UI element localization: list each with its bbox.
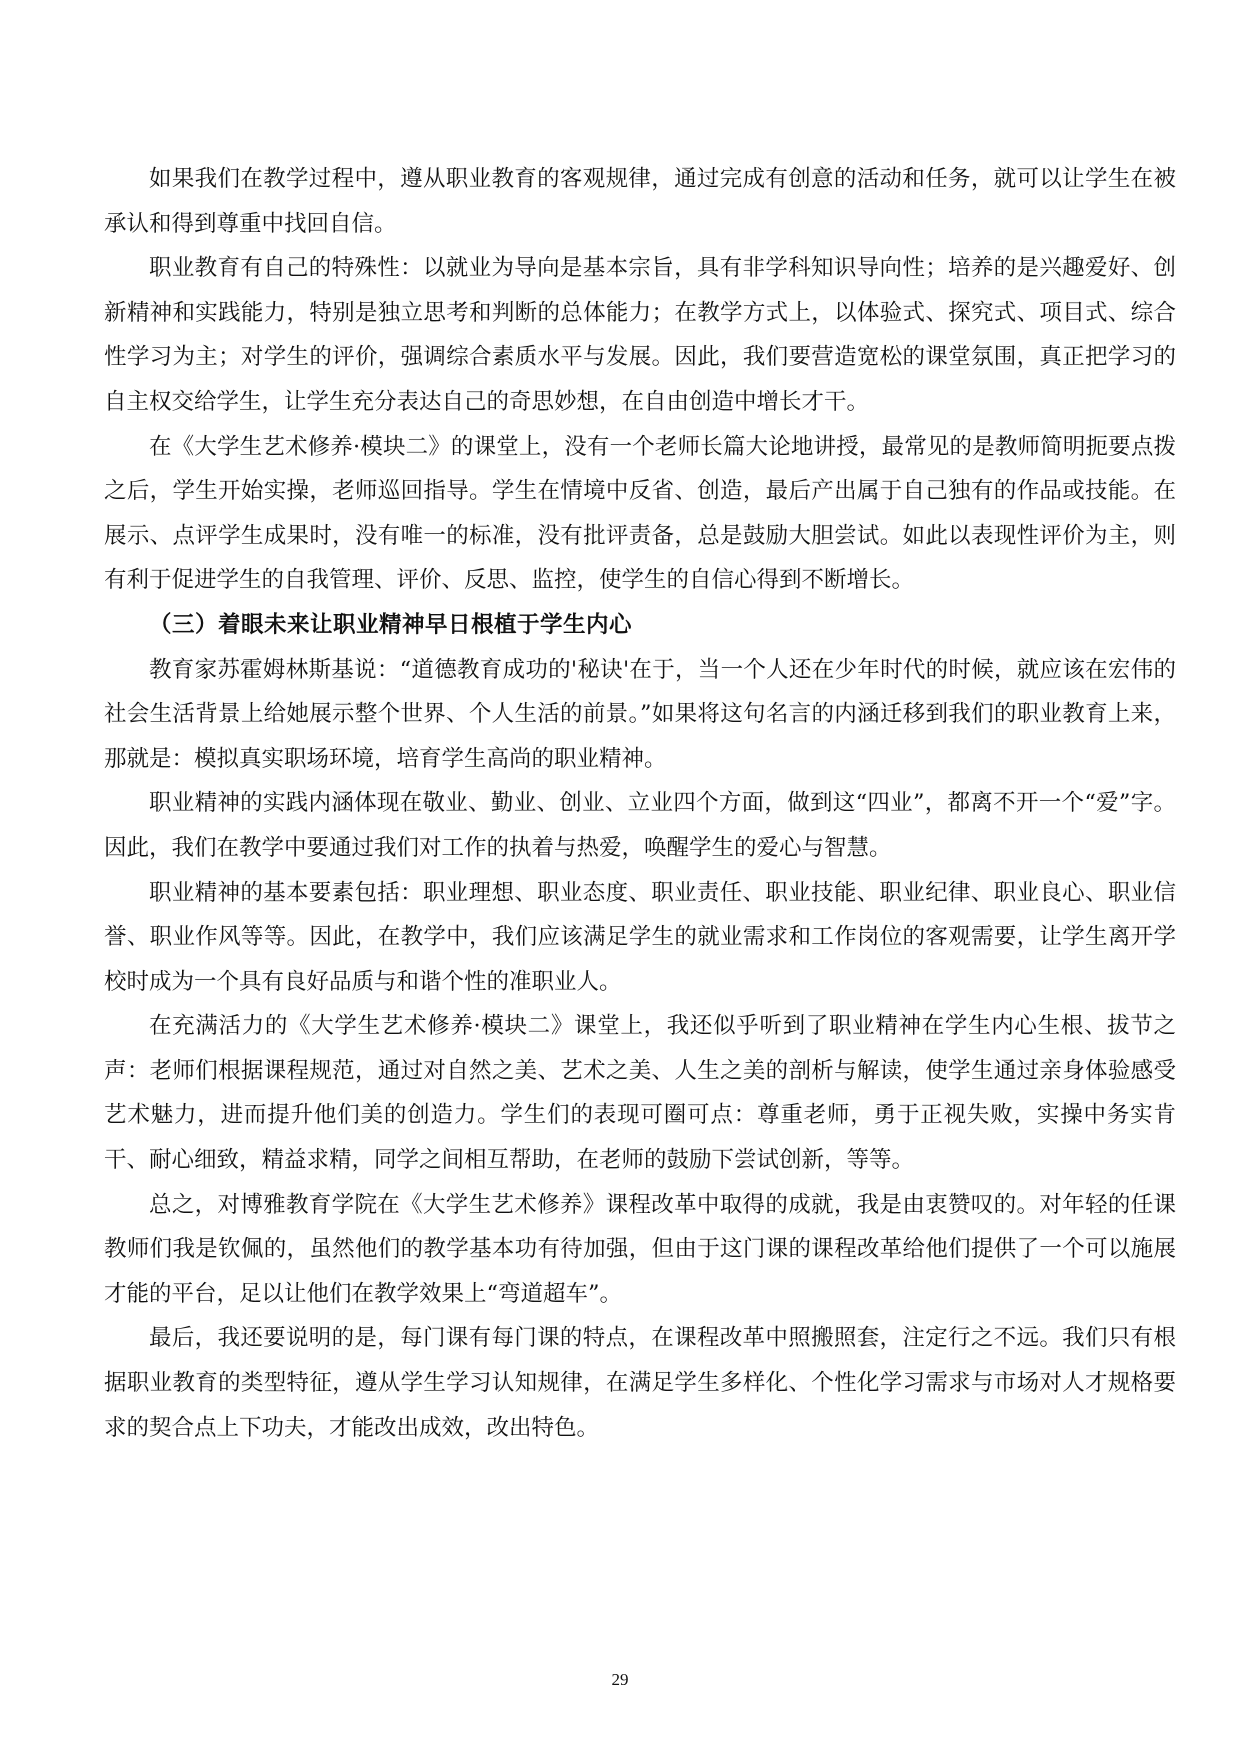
paragraph: 总之，对博雅教育学院在《大学生艺术修养》课程改革中取得的成就，我是由衷赞叹的。对年轻的任课教师们我是钦佩的，虽然他们的教学基本功有待加强，但由于这门课的课程改革给他们提供了一个可以施展才能的平台，足以让他们在教学效果上“弯道超车”。 bbox=[104, 1191, 1176, 1307]
paragraph: 最后，我还要说明的是，每门课有每门课的特点，在课程改革中照搬照套，注定行之不远。我们只有根据职业教育的类型特征，遵从学生学习认知规律，在满足学生多样化、个性化学习需求与市场对人才规格要求的契合点上下功夫，才能改出成效，改出特色。 bbox=[104, 1325, 1176, 1441]
paragraph: 如果我们在教学过程中，遵从职业教育的客观规律，通过完成有创意的活动和任务，就可以让学生在被承认和得到尊重中找回自信。 bbox=[104, 166, 1176, 237]
paragraph: 职业教育有自己的特殊性：以就业为导向是基本宗旨，具有非学科知识导向性；培养的是兴趣爱好、创新精神和实践能力，特别是独立思考和判断的总体能力；在教学方式上，以体验式、探究式、项目式、综合性学习为主；对学生的评价，强调综合素质水平与发展。因此，我们要营造宽松的课堂氛围，真正把学习的自主权交给学生，让学生充分表达自己的奇思妙想，在自由创造中增长才干。 bbox=[104, 255, 1176, 415]
page-number: 29 bbox=[611, 1670, 629, 1689]
paragraph: 在《大学生艺术修养·模块二》的课堂上，没有一个老师长篇大论地讲授，最常见的是教师简明扼要点拨之后，学生开始实操，老师巡回指导。学生在情境中反省、创造，最后产出属于自己独有的作品或技能。在展示、点评学生成果时，没有唯一的标准，没有批评责备，总是鼓励大胆尝试。如此以表现性评价为主，则有利于促进学生的自我管理、评价、反思、监控，使学生的自信心得到不断增长。 bbox=[104, 433, 1176, 594]
paragraph: 教育家苏霍姆林斯基说：“道德教育成功的'秘诀'在于，当一个人还在少年时代的时候，就应该在宏伟的社会生活背景上给她展示整个世界、个人生活的前景。”如果将这句名言的内涵迁移到我们的职业教育上来，那就是：模拟真实职场环境，培育学生高尚的职业精神。 bbox=[104, 656, 1176, 772]
paragraph: 职业精神的基本要素包括：职业理想、职业态度、职业责任、职业技能、职业纪律、职业良心、职业信誉、职业作风等等。因此，在教学中，我们应该满足学生的就业需求和工作岗位的客观需要，让学生离开学校时成为一个具有良好品质与和谐个性的准职业人。 bbox=[104, 879, 1176, 995]
paragraph: 在充满活力的《大学生艺术修养·模块二》课堂上，我还似乎听到了职业精神在学生内心生根、拔节之声：老师们根据课程规范，通过对自然之美、艺术之美、人生之美的剖析与解读，使学生通过亲身体验感受艺术魅力，进而提升他们美的创造力。学生们的表现可圈可点：尊重老师，勇于正视失败，实操中务实肯干、耐心细致，精益求精，同学之间相互帮助，在老师的鼓励下尝试创新，等等。 bbox=[104, 1013, 1176, 1174]
section-heading: （三）着眼未来让职业精神早日根植于学生内心 bbox=[149, 611, 633, 638]
paragraph: 职业精神的实践内涵体现在敬业、勤业、创业、立业四个方面，做到这“四业”，都离不开一个“爱”字。因此，我们在教学中要通过我们对工作的执着与热爱，唤醒学生的爱心与智慧。 bbox=[104, 790, 1176, 861]
body-text bbox=[104, 157, 1176, 1450]
